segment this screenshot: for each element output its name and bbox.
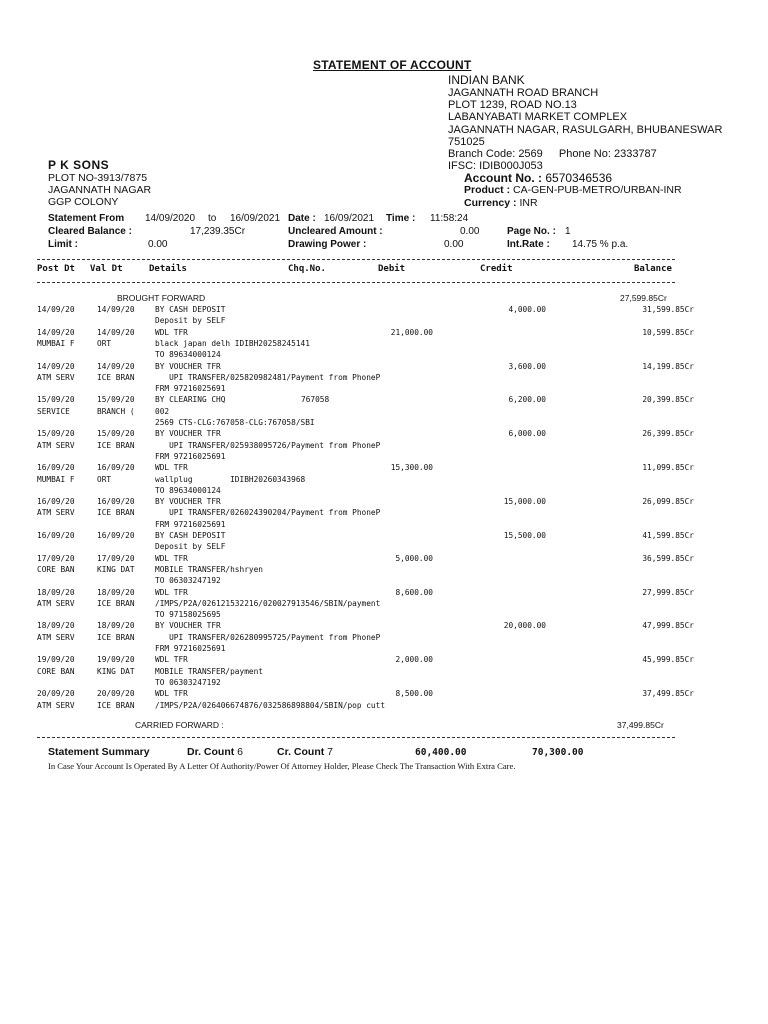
details-cell: black japan delh IDIBH20258245141 — [155, 338, 310, 348]
details-cell: 002 — [155, 406, 170, 416]
customer-address-line: JAGANNATH NAGAR — [48, 184, 152, 196]
debit-cell: 21,000.00 — [390, 327, 433, 337]
value-date-cell: ICE BRAN — [97, 700, 135, 710]
table-row — [0, 315, 768, 326]
post-date-cell: 19/09/20 — [37, 655, 75, 665]
bank-address-line: LABANYABATI MARKET COMPLEX — [448, 111, 628, 124]
summary-label: Statement Summary — [48, 746, 150, 758]
balance-cell: 31,599.85Cr — [642, 305, 694, 314]
branch-phone: Phone No: 2333787 — [558, 148, 657, 161]
details-cell: UPI TRANSFER/026024390204/Payment from PhoneP — [155, 508, 381, 518]
account-number: 6570346536 — [545, 171, 613, 185]
drawing-power-label: Drawing Power : — [288, 239, 367, 250]
dr-count-line — [187, 746, 243, 758]
col-value-date: Val Dt — [90, 264, 123, 274]
details-cell: BY VOUCHER TFR — [155, 621, 221, 631]
page-no-label: Page No. : — [507, 226, 556, 237]
table-row — [0, 688, 768, 699]
credit-cell: 3,600.00 — [508, 361, 546, 371]
table-row — [0, 598, 768, 609]
col-post-date: Post Dt — [37, 264, 75, 274]
balance-cell: 41,599.85Cr — [642, 531, 694, 540]
post-date-cell: 18/09/20 — [37, 621, 75, 631]
table-row — [0, 620, 768, 631]
post-date-cell: ATM SERV — [37, 700, 75, 710]
post-date-cell: 17/09/20 — [37, 553, 75, 563]
transaction-list — [0, 304, 768, 714]
details-cell: WDL TFR — [155, 655, 188, 665]
table-row — [0, 541, 768, 552]
table-row — [0, 485, 768, 496]
value-date-cell: 16/09/20 — [97, 463, 135, 473]
uncleared-amount-value: 0.00 — [460, 226, 480, 237]
limit-value: 0.00 — [148, 239, 168, 250]
table-row — [0, 519, 768, 530]
time-label: Time : — [386, 213, 416, 224]
table-row — [0, 406, 768, 417]
col-credit: Credit — [480, 264, 513, 274]
product-label: Product : — [464, 184, 511, 196]
details-cell: Deposit by SELF — [155, 542, 226, 552]
date-value: 16/09/2021 — [324, 213, 375, 224]
debit-cell: 8,600.00 — [395, 587, 433, 597]
value-date-cell: KING DAT — [97, 666, 135, 676]
details-cell: UPI TRANSFER/025938095726/Payment from PhoneP — [155, 440, 381, 450]
customer-address-line: PLOT NO-3913/7875 — [48, 172, 148, 184]
table-row — [0, 666, 768, 677]
post-date-cell: MUMBAI F — [37, 338, 75, 348]
details-cell: FRM 97216025691 — [155, 384, 226, 394]
balance-cell: 47,999.85Cr — [642, 621, 694, 631]
value-date-cell: 18/09/20 — [97, 621, 135, 631]
balance-cell: 27,999.85Cr — [642, 587, 694, 597]
table-row — [0, 383, 768, 394]
brought-forward-balance: 27,599.85Cr — [620, 293, 667, 303]
dr-count-value: 6 — [237, 746, 244, 758]
brought-forward-label: BROUGHT FORWARD — [117, 293, 206, 303]
details-cell: WDL TFR — [155, 553, 188, 563]
currency-line — [464, 197, 538, 209]
page-title: STATEMENT OF ACCOUNT — [313, 58, 472, 72]
details-cell: WDL TFR — [155, 587, 188, 597]
value-date-cell: 14/09/20 — [97, 361, 135, 371]
balance-cell: 37,499.85Cr — [642, 689, 694, 699]
bank-address-line: 751025 — [448, 135, 485, 148]
details-cell: FRM 97216025691 — [155, 519, 226, 529]
details-cell: TO 97158025695 — [155, 610, 221, 620]
customer-name: P K SONS — [48, 158, 110, 172]
value-date-cell: ICE BRAN — [97, 440, 135, 450]
table-row — [0, 474, 768, 485]
post-date-cell: 14/09/20 — [37, 305, 75, 314]
post-date-cell: 14/09/20 — [37, 361, 75, 371]
bank-address-line: JAGANNATH ROAD BRANCH — [448, 87, 599, 99]
table-row — [0, 654, 768, 665]
cr-count-line — [277, 746, 333, 758]
table-row — [0, 338, 768, 349]
details-cell: UPI TRANSFER/026280995725/Payment from PhoneP — [155, 632, 381, 642]
post-date-cell: ATM SERV — [37, 372, 75, 382]
balance-cell: 26,099.85Cr — [642, 497, 694, 507]
details-cell: UPI TRANSFER/025820982481/Payment from PhoneP — [155, 372, 381, 382]
page-no-value: 1 — [565, 226, 571, 237]
table-row — [0, 553, 768, 564]
credit-cell: 4,000.00 — [508, 305, 546, 314]
currency-label: Currency : — [464, 197, 517, 209]
details-cell: BY VOUCHER TFR — [155, 497, 221, 507]
col-details: Details — [149, 264, 187, 274]
post-date-cell: 15/09/20 — [37, 395, 75, 405]
debit-cell: 2,000.00 — [395, 655, 433, 665]
table-row — [0, 327, 768, 338]
table-row — [0, 372, 768, 383]
caution-note: In Case Your Account Is Operated By A Letter Of Authority/Power Of Attorney Holder, Please Check The Transaction With Extra Care. — [48, 761, 516, 771]
post-date-cell: ATM SERV — [37, 440, 75, 450]
credit-cell: 20,000.00 — [503, 621, 546, 631]
debit-cell: 15,300.00 — [390, 463, 433, 473]
footer-rule — [37, 737, 675, 738]
credit-cell: 15,000.00 — [503, 497, 546, 507]
details-cell: MOBILE TRANSFER/payment — [155, 666, 263, 676]
details-cell: 2569 CTS-CLG:767058-CLG:767058/SBI — [155, 418, 315, 427]
limit-label: Limit : — [48, 239, 78, 250]
post-date-cell: 16/09/20 — [37, 463, 75, 473]
table-row — [0, 361, 768, 372]
credit-cell: 6,200.00 — [508, 395, 546, 405]
customer-block — [48, 158, 151, 208]
table-row — [0, 632, 768, 643]
value-date-cell: ICE BRAN — [97, 598, 135, 608]
credit-cell: 6,000.00 — [508, 429, 546, 439]
details-cell: BY VOUCHER TFR — [155, 429, 221, 439]
cr-count-value: 7 — [327, 746, 334, 758]
product-line — [464, 184, 682, 196]
table-row — [0, 304, 768, 315]
debit-cell: 5,000.00 — [395, 553, 433, 563]
carried-forward-label: CARRIED FORWARD : — [135, 720, 224, 730]
cr-count-label: Cr. Count — [277, 746, 325, 758]
table-row — [0, 349, 768, 360]
col-cheque-no: Chq.No. — [288, 264, 326, 274]
table-row — [0, 530, 768, 541]
table-row — [0, 575, 768, 586]
value-date-cell: 20/09/20 — [97, 689, 135, 699]
post-date-cell: ATM SERV — [37, 598, 75, 608]
details-cell: /IMPS/P2A/026406674876/032586898804/SBIN/pop cutt — [155, 700, 386, 710]
value-date-cell: ORT — [97, 474, 112, 484]
branch-info — [448, 148, 722, 160]
details-cell: BY CASH DEPOSIT — [155, 305, 226, 314]
details-cell: WDL TFR — [155, 463, 188, 473]
details-cell: Deposit by SELF — [155, 316, 226, 326]
details-cell: TO 89634000124 — [155, 485, 221, 495]
table-row — [0, 564, 768, 575]
drawing-power-value: 0.00 — [444, 239, 464, 250]
value-date-cell: 16/09/20 — [97, 531, 135, 540]
details-cell: TO 06303247192 — [155, 677, 221, 687]
balance-cell: 20,399.85Cr — [642, 395, 694, 405]
header-bottom-rule — [37, 282, 675, 283]
col-balance: Balance — [634, 264, 672, 274]
value-date-cell: BRANCH ( — [97, 406, 135, 416]
bank-address-line: PLOT 1239, ROAD NO.13 — [448, 99, 577, 112]
table-row — [0, 587, 768, 598]
ifsc-code: IFSC: IDIB000J053 — [448, 160, 543, 173]
carried-forward-balance: 37,499.85Cr — [617, 720, 664, 730]
value-date-cell: ICE BRAN — [97, 508, 135, 518]
post-date-cell: SERVICE — [37, 406, 70, 416]
total-credit: 70,300.00 — [532, 747, 584, 758]
post-date-cell: CORE BAN — [37, 564, 75, 574]
int-rate-label: Int.Rate : — [507, 239, 550, 250]
balance-cell: 45,999.85Cr — [642, 655, 694, 665]
col-debit: Debit — [378, 264, 406, 274]
balance-cell: 14,199.85Cr — [642, 361, 694, 371]
value-date-cell: 14/09/20 — [97, 305, 135, 314]
value-date-cell: 15/09/20 — [97, 395, 135, 405]
post-date-cell: 20/09/20 — [37, 689, 75, 699]
value-date-cell: ICE BRAN — [97, 372, 135, 382]
post-date-cell: ATM SERV — [37, 632, 75, 642]
table-row — [0, 496, 768, 507]
value-date-cell: 18/09/20 — [97, 587, 135, 597]
currency-value: INR — [519, 197, 538, 209]
date-label: Date : — [288, 213, 316, 224]
details-cell: BY CASH DEPOSIT — [155, 531, 226, 540]
value-date-cell: KING DAT — [97, 564, 135, 574]
table-row — [0, 428, 768, 439]
post-date-cell: CORE BAN — [37, 666, 75, 676]
statement-from-label: Statement From — [48, 213, 125, 224]
balance-cell: 36,599.85Cr — [642, 553, 694, 563]
value-date-cell: 16/09/20 — [97, 497, 135, 507]
total-debit: 60,400.00 — [415, 747, 467, 758]
details-cell: WDL TFR — [155, 689, 188, 699]
details-cell: BY VOUCHER TFR — [155, 361, 221, 371]
time-value: 11:58:24 — [430, 213, 469, 224]
balance-cell: 11,099.85Cr — [642, 463, 694, 473]
table-row — [0, 440, 768, 451]
uncleared-amount-label: Uncleared Amount : — [288, 226, 383, 237]
value-date-cell: 14/09/20 — [97, 327, 135, 337]
post-date-cell: 15/09/20 — [37, 429, 75, 439]
bank-block — [448, 74, 722, 172]
post-date-cell: 14/09/20 — [37, 327, 75, 337]
table-row — [0, 417, 768, 428]
details-cell: TO 06303247192 — [155, 576, 221, 586]
post-date-cell: 18/09/20 — [37, 587, 75, 597]
table-row — [0, 462, 768, 473]
details-cell: FRM 97216025691 — [155, 451, 226, 461]
post-date-cell: 16/09/20 — [37, 531, 75, 540]
table-row — [0, 700, 768, 711]
value-date-cell: 19/09/20 — [97, 655, 135, 665]
value-date-cell: ORT — [97, 338, 112, 348]
details-cell: FRM 97216025691 — [155, 644, 226, 653]
dr-count-label: Dr. Count — [187, 746, 235, 758]
cleared-balance-value: 17,239.35Cr — [190, 226, 246, 237]
details-cell: wallplug IDIBH20260343968 — [155, 474, 306, 484]
table-row — [0, 394, 768, 405]
account-number-line — [464, 171, 612, 185]
details-cell: WDL TFR — [155, 327, 188, 337]
post-date-cell: 16/09/20 — [37, 497, 75, 507]
table-row — [0, 609, 768, 620]
post-date-cell: ATM SERV — [37, 508, 75, 518]
details-cell: MOBILE TRANSFER/hshryen — [155, 564, 263, 574]
balance-cell: 26,399.85Cr — [642, 429, 694, 439]
details-cell: BY CLEARING CHQ — [155, 395, 226, 405]
table-row — [0, 451, 768, 462]
value-date-cell: ICE BRAN — [97, 632, 135, 642]
bank-address-line: JAGANNATH NAGAR, RASULGARH, BHUBANESWAR — [448, 123, 723, 136]
details-cell: TO 89634000124 — [155, 350, 221, 360]
debit-cell: 8,500.00 — [395, 689, 433, 699]
value-date-cell: 15/09/20 — [97, 429, 135, 439]
account-number-label: Account No. : — [464, 171, 542, 185]
statement-to-date: 16/09/2021 — [230, 213, 281, 224]
header-top-rule — [37, 259, 675, 260]
post-date-cell: MUMBAI F — [37, 474, 75, 484]
balance-cell: 10,599.85Cr — [642, 327, 694, 337]
value-date-cell: 17/09/20 — [97, 553, 135, 563]
cleared-balance-label: Cleared Balance : — [48, 226, 132, 237]
table-row — [0, 677, 768, 688]
statement-from-date: 14/09/2020 — [145, 213, 196, 224]
bank-name: INDIAN BANK — [448, 73, 525, 87]
customer-address-line: GGP COLONY — [48, 196, 119, 208]
table-row — [0, 507, 768, 518]
credit-cell: 15,500.00 — [503, 531, 546, 540]
table-row — [0, 643, 768, 654]
cheque-no-cell: 767058 — [301, 395, 330, 405]
statement-to-label: to — [208, 213, 217, 224]
int-rate-value: 14.75 % p.a. — [572, 239, 629, 250]
details-cell: /IMPS/P2A/026121532216/020027913546/SBIN/payment — [155, 598, 381, 608]
product-value: CA-GEN-PUB-METRO/URBAN-INR — [513, 184, 682, 196]
branch-code: Branch Code: 2569 — [448, 148, 543, 161]
